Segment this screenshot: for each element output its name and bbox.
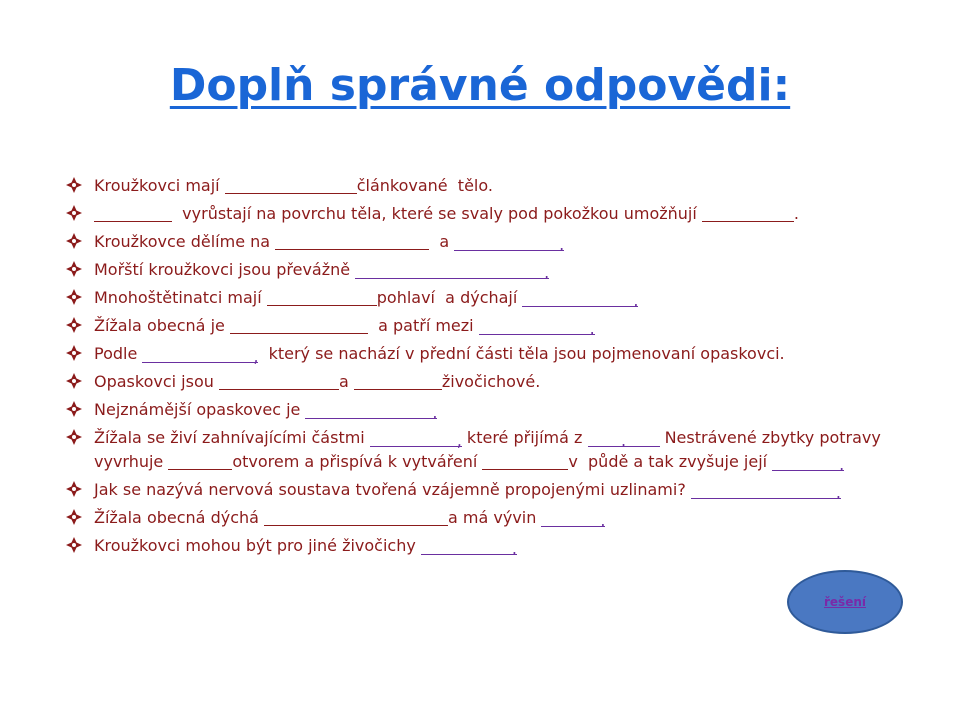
diamond-bullet-icon — [66, 205, 82, 221]
answer-blank[interactable]: . — [588, 429, 660, 447]
answer-blank[interactable]: . — [522, 289, 638, 307]
item-text: vyrůstají na povrchu těla, které se svaly pod pokožkou umožňují — [172, 204, 702, 223]
diamond-bullet-icon — [66, 481, 82, 497]
item-text: a má vývin — [448, 508, 542, 527]
item-text: Žížala se živí zahnívajícími částmi — [94, 428, 370, 447]
list-item — [66, 314, 886, 338]
item-text: Kroužkovce dělíme na — [94, 232, 276, 251]
list-item — [66, 506, 886, 530]
answer-blank[interactable]: . — [772, 453, 844, 471]
answer-blank[interactable]: . — [355, 261, 549, 279]
item-text: pohlaví a dýchají — [376, 288, 523, 307]
list-item — [66, 534, 886, 558]
diamond-bullet-icon — [66, 289, 82, 305]
item-text: Jak se nazývá nervová soustava tvořená vzájemně propojenými uzlinami? — [94, 480, 691, 499]
item-text: Žížala obecná je — [94, 316, 230, 335]
answer-blank[interactable] — [354, 372, 442, 390]
diamond-bullet-icon — [66, 261, 82, 277]
question-list — [66, 174, 886, 562]
item-text: Opaskovci jsou — [94, 372, 219, 391]
diamond-bullet-icon — [66, 429, 82, 445]
item-text: článkované tělo. — [356, 176, 493, 195]
answer-blank[interactable]: , — [370, 429, 462, 447]
answer-blank[interactable] — [94, 204, 172, 222]
item-text: Nestrávené zbytky potravy vyvrhuje — [94, 428, 886, 471]
item-text: otvorem a přispívá k vytváření — [232, 452, 483, 471]
page-title: Doplň správné odpovědi: — [169, 60, 791, 111]
diamond-bullet-icon — [66, 509, 82, 525]
answer-blank[interactable] — [219, 372, 339, 390]
item-text: Mořští kroužkovci jsou převážně — [94, 260, 356, 279]
item-text: a — [429, 232, 455, 251]
diamond-bullet-icon — [66, 537, 82, 553]
diamond-bullet-icon — [66, 177, 82, 193]
item-text: Kroužkovci mohou být pro jiné živočichy — [94, 536, 421, 555]
answer-blank[interactable]: , — [142, 345, 258, 363]
list-item — [66, 478, 886, 502]
diamond-bullet-icon — [66, 345, 82, 361]
item-text: Žížala obecná dýchá — [94, 508, 265, 527]
list-item — [66, 426, 886, 474]
answer-blank[interactable] — [702, 204, 794, 222]
answer-blank[interactable] — [230, 316, 368, 334]
answer-blank[interactable]: . — [479, 317, 595, 335]
answer-blank[interactable]: . — [454, 233, 564, 251]
answer-blank[interactable]: . — [305, 401, 437, 419]
answer-blank[interactable] — [275, 232, 429, 250]
answer-blank[interactable] — [225, 176, 357, 194]
diamond-bullet-icon — [66, 373, 82, 389]
answer-blank[interactable]: . — [691, 481, 841, 499]
item-text: Kroužkovci mají — [94, 176, 225, 195]
diamond-bullet-icon — [66, 233, 82, 249]
list-item — [66, 370, 886, 394]
list-item — [66, 258, 886, 282]
list-item — [66, 286, 886, 310]
item-text: Nejznámější opaskovec je — [94, 400, 306, 419]
item-text: v půdě a tak zvyšuje její — [568, 452, 773, 471]
list-item — [66, 398, 886, 422]
item-text: Podle — [94, 344, 143, 363]
list-item — [66, 342, 886, 366]
answer-blank[interactable] — [168, 452, 232, 470]
list-item — [66, 174, 886, 198]
item-text: které přijímá z — [461, 428, 588, 447]
item-text: který se nachází v přední části těla jsou pojmenovaní opaskovci. — [258, 344, 785, 363]
item-text: Mnohoštětinatci mají — [94, 288, 267, 307]
item-text: živočichové. — [441, 372, 541, 391]
answer-blank[interactable] — [482, 452, 568, 470]
solution-button-label[interactable]: řešení — [824, 595, 866, 609]
item-text: . — [793, 204, 799, 223]
answer-blank[interactable] — [267, 288, 377, 306]
list-item — [66, 202, 886, 226]
answer-blank[interactable]: . — [421, 537, 517, 555]
diamond-bullet-icon — [66, 317, 82, 333]
answer-blank[interactable] — [264, 508, 448, 526]
item-text: a patří mezi — [367, 316, 479, 335]
list-item — [66, 230, 886, 254]
solution-button[interactable] — [787, 570, 903, 634]
diamond-bullet-icon — [66, 401, 82, 417]
item-text: a — [338, 372, 354, 391]
answer-blank[interactable]: . — [541, 509, 605, 527]
